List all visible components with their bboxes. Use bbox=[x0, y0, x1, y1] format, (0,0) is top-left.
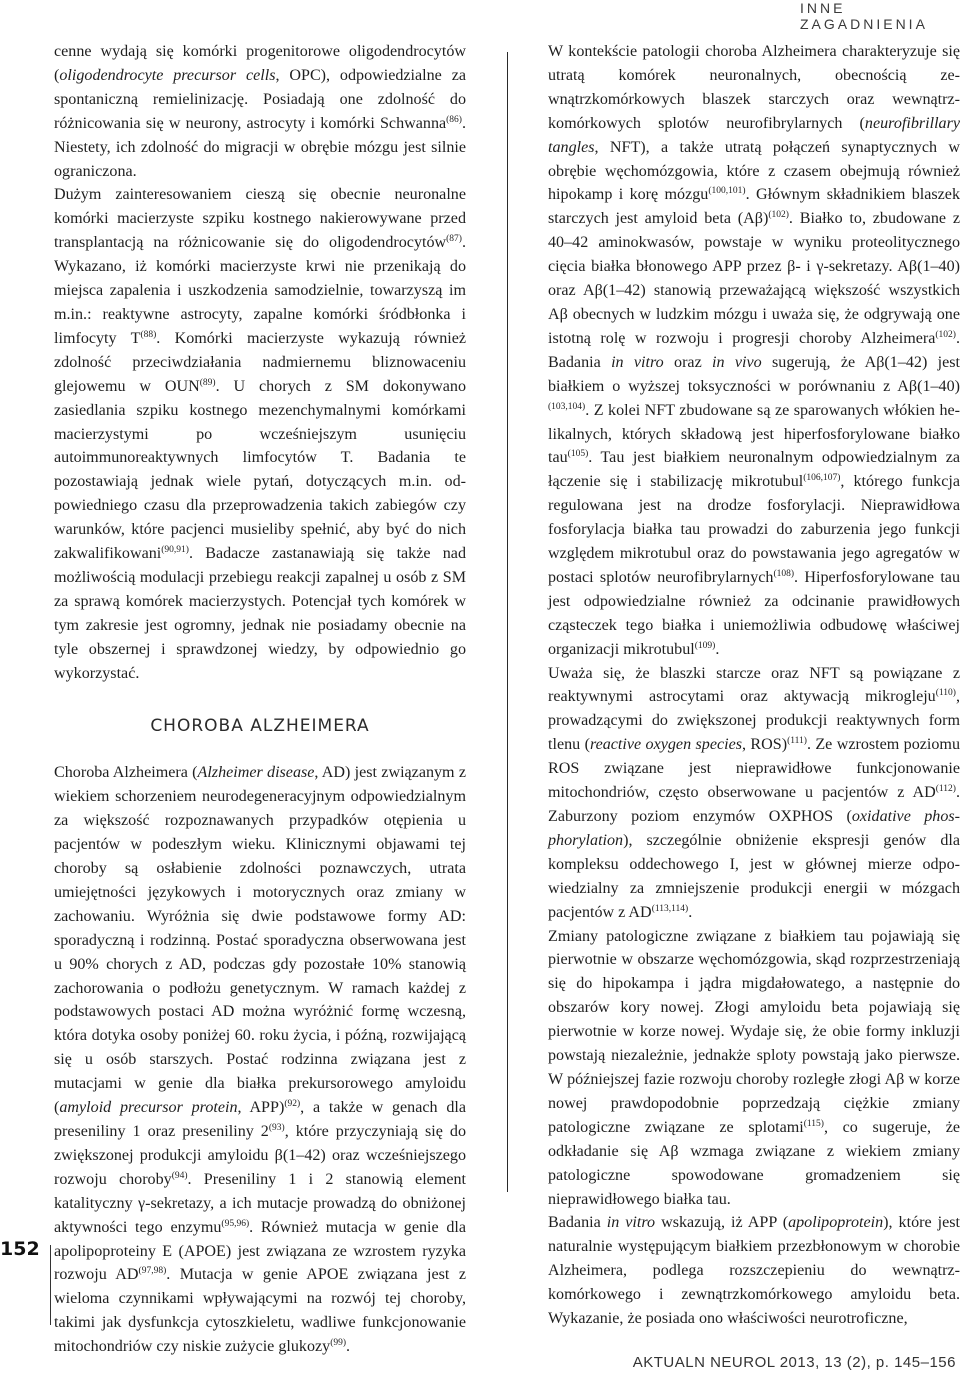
citation-ref: (89) bbox=[199, 377, 216, 388]
text-run: cenne wydają się komórki progenitorowe oligodendrocytów ( bbox=[54, 43, 466, 84]
text-run: , prowadzącymi do zwiększonej produkcji reaktywnych form tlenu ( bbox=[548, 688, 960, 754]
citation-ref: (113,114) bbox=[651, 903, 689, 914]
left-paragraph-2 bbox=[54, 183, 466, 685]
right-paragraph-3 bbox=[548, 925, 960, 1212]
citation-ref: (88) bbox=[140, 329, 157, 340]
citation-ref: (90,91) bbox=[161, 545, 189, 556]
text-run: , OPC), odpowiedzialne za spontaniczną remielinizację. Posiadają one zdolność do różnicowania się w neurony, astrocyty i komórki Schwanna bbox=[54, 66, 466, 132]
text-run: . Komórki macierzyste wykazują również zdolność przeciwdziałania nadmiernemu bliznowaceniu glejowemu w OUN bbox=[54, 329, 467, 395]
citation-ref: (100,101) bbox=[708, 186, 746, 197]
citation-ref: (93) bbox=[268, 1122, 285, 1133]
text-run: ), które jest naturalnie występującym białkiem przezbłonowym w chorobie Alzheimera, podlega rozszczepieniu do wewnątrzkomórkowego i zewnątrzkomórkowego amyloidu beta. Wykazanie, że posiada ono właściwości neurotroficzne, bbox=[548, 1214, 960, 1328]
text-run: , a także w genach dla preseniliny 1 oraz preseniliny 2 bbox=[54, 1099, 466, 1140]
citation-ref: (103,104) bbox=[548, 401, 586, 412]
text-run: . Tau jest białkiem neuronalnym odpowiedzialnym za łączenie się i stabilizację mikrotubul bbox=[548, 449, 960, 491]
text-run: , APP) bbox=[237, 1099, 285, 1117]
italic-term: amyloid precursor protein bbox=[59, 1099, 238, 1117]
left-paragraph-3 bbox=[54, 761, 466, 1359]
citation-ref: (115) bbox=[803, 1118, 824, 1129]
italic-term: in vitro bbox=[606, 1214, 656, 1232]
right-column bbox=[548, 40, 960, 1331]
text-run: ), szczególnie obniżenie ekspresji genów dla kompleksu oddechowego I, jest w głównej mierze odpowiedzialny za zmniejszenie produkcji energii w mózgach pacjentów z AD bbox=[548, 831, 960, 921]
text-run: , którego funkcja regulowana jest na drodze fosforylacji. Nieprawidłowa fosforylacja białka tau prowadzi do zaburzenia jego funkcji względem mikrotubul oraz do powstawania jego agregatów w postaci splotów neurofibrylarnych bbox=[548, 473, 960, 586]
text-run: Uważa się, że blaszki starcze oraz NFT są powiązane z reaktywnymi astrocytami oraz aktywacją mikrogleju bbox=[548, 664, 960, 706]
text-run: Badania bbox=[548, 1214, 607, 1232]
citation-ref: (102) bbox=[935, 329, 956, 340]
text-run: . Mutacja w genie APOE związana jest z wieloma czynnikami wpływającymi na rozwój tej choroby, takimi jak dysfunkcja cytoszkieletu, wadliwe funkcjonowanie mitochondriów czy niskie zużycie glukozy bbox=[54, 1266, 466, 1356]
text-run: . bbox=[688, 903, 693, 921]
running-head bbox=[760, 0, 960, 32]
text-run: Dużym zainteresowaniem cieszą się obecnie neuronalne komórki macierzyste szpiku kostnego nakierowywane przed transplantacją na różnicowanie się do oligodendrocytów bbox=[54, 186, 466, 252]
italic-term: oligodendrocyte precursor cells bbox=[59, 66, 276, 84]
left-paragraph-1 bbox=[54, 40, 466, 183]
text-run: sugerują, że Aβ(1–42) jest białkiem o wyższej toksyczności w porównaniu z Aβ(1–40) bbox=[548, 353, 960, 395]
citation-ref: (99) bbox=[330, 1338, 347, 1349]
text-run: . Głównym składnikiem blaszek starczych jest amyloid beta (Aβ) bbox=[548, 186, 960, 228]
column-divider bbox=[507, 52, 508, 1192]
italic-term: apolipoprotein bbox=[788, 1214, 884, 1232]
text-run: . Badacze zastanawiają się także nad możliwością modulacji przebiegu reakcji zapalnej u osób z SM za sprawą komórek macierzystych. Potencjał tych komórek w tym zakresie jest ogromny, jednak nie posiadamy obecnie na tyle obszernej i sprawdzonej wiedzy, by odpowiednio go wykorzystać. bbox=[54, 545, 466, 682]
text-run: , NFT), a także utratą połączeń synaptycznych w obrębie węchomózgowia, które z czasem obejmują również hipokamp i korę mózgu bbox=[548, 138, 960, 204]
text-run: . bbox=[715, 640, 720, 658]
citation-ref: (86) bbox=[446, 114, 462, 125]
text-run: , ROS) bbox=[741, 736, 788, 754]
citation-ref: (106,107) bbox=[803, 473, 841, 484]
italic-term: Alzheimer disease bbox=[197, 764, 315, 782]
journal-footer: AKTUALN NEUROL 2013, 13 (2), p. 145–156 bbox=[632, 1354, 956, 1371]
italic-term: neurofibrillary tangles bbox=[548, 114, 960, 156]
text-run: . Zaburzony poziom enzymów OXPHOS ( bbox=[548, 784, 960, 825]
right-paragraph-2 bbox=[548, 662, 960, 925]
text-run: wskazują, iż APP ( bbox=[655, 1214, 789, 1232]
left-column bbox=[54, 40, 466, 1359]
running-head-text: INNE ZAGADNIENIA bbox=[800, 0, 928, 32]
text-run: . bbox=[346, 1338, 351, 1356]
section-heading: CHOROBA ALZHEIMERA bbox=[150, 716, 370, 737]
text-run: . Hiperfosforylowane tau jest odpowiedzialne również za odcinanie prawidłowych cząsteczek tego białka i uniemożliwia odbudowę właściwej organizacji mikrotubul bbox=[548, 568, 960, 658]
citation-ref: (87) bbox=[446, 234, 462, 245]
text-run: oraz bbox=[663, 353, 713, 371]
text-run: . Wykazano, iż komórki macierzyste krwi nie przenikają do miejsca zapalenia i uszkodzenia samodzielnie, towarzyszą im m.in.: reaktywne astrocyty, zapalne komórki śródbłonka i limfocyty T bbox=[54, 234, 466, 347]
text-run: . Niestety, ich zdolność do migracji w obrębie mózgu jest silnie ograniczona. bbox=[54, 114, 466, 180]
citation-ref: (110) bbox=[935, 688, 956, 699]
citation-ref: (109) bbox=[694, 640, 716, 651]
italic-term: oxidative phosphorylation bbox=[548, 808, 960, 849]
citation-ref: (108) bbox=[773, 568, 795, 579]
page-number-rule bbox=[50, 1245, 51, 1325]
text-run: . U chorych z SM dokonywano zasiedlania szpiku kostnego mezenchymalnymi komórkami macierzystymi po wcześniejszym usunięciu autoimmunoreaktywnych limfocytów T. Badania te pozostawiają jednak wiele pytań, dotyczących m.in. odpowiedniego czasu dla przeprowadzenia takich zabiegów czy warunków, które pacjenci musieliby spełnić, aby być do nich zakwalifikowani bbox=[54, 377, 467, 563]
citation-ref: (92) bbox=[284, 1099, 301, 1110]
text-run: . Badania bbox=[548, 329, 960, 371]
citation-ref: (111) bbox=[787, 736, 807, 747]
text-run: . Białko to, zbudowane z 40–42 aminokwasów, powstaje w wyniku proteolitycznego cięcia białka błonowego APP przez β- i γ-sekretazy. Aβ(1–40) oraz Aβ(1–42) stanowią przeważającą większość wszystkich Aβ obecnych w ludzkim mózgu i uważa się, że odgrywają one istotną rolę w rozwoju i progresji choroby Alzheimera bbox=[548, 210, 960, 347]
text-run: Choroba Alzheimera ( bbox=[54, 764, 198, 782]
right-paragraph-4 bbox=[548, 1211, 960, 1331]
text-run: . Z kolei NFT zbudowane są ze sparowanych włókien helikalnych, których składową jest hiperfosforylowane białko tau bbox=[548, 401, 960, 467]
italic-term: in vivo bbox=[712, 353, 762, 371]
text-run: , co sugeruje, że odkładanie się Aβ wzmaga związane z wiekiem zmiany patologiczne spowodowane gromadzeniem się nieprawidłowego białka tau. bbox=[548, 1118, 960, 1208]
text-run: . Również mutacja w genie dla apolipoproteiny E (APOE) jest związana ze wzrostem ryzyka rozwoju AD bbox=[54, 1218, 467, 1284]
page-number bbox=[0, 1200, 40, 1260]
right-paragraph-1 bbox=[548, 40, 960, 662]
citation-ref: (102) bbox=[768, 210, 789, 221]
citation-ref: (105) bbox=[567, 449, 589, 460]
citation-ref: (112) bbox=[935, 784, 956, 795]
italic-term: reactive oxygen species bbox=[589, 736, 742, 754]
text-run: , AD) jest związanym z wiekiem schorzeniem neurodegeneracyjnym odpowiedzialnym za większość rozpoznawanych przypadków otępienia u pacjentów w podeszłym wieku. Klinicznymi objawami tej choroby są osłabienie zdolności poznawczych, utrata umiejętności językowych i motorycznych oraz zmiany w zachowaniu. Wyróżnia się dwie podstawowe formy AD: sporadyczną i rodzinną. Postać sporadyczna obserwowana jest u 90% chorych z AD, podczas gdy pozostałe 10% stanowią zachorowania o podłożu genetycznym. W ramach każdej z podstawowych postaci AD można wyróżnić formę wczesną, która dotyka osoby poniżej 60. roku życia, i późną, rozwijającą się u osób starszych. Postać rodzinna związana jest z mutacjami w genie dla białka prekursorowego amyloidu ( bbox=[54, 764, 466, 1117]
text-run: . Ze wzrostem poziomu ROS związane jest nieprawidłowe funkcjonowanie mitochondriów, często obserwowane u pacjentów z AD bbox=[548, 736, 960, 802]
text-run: . Preseniliny 1 i 2 stanowią element katalityczny γ-sekretazy, a ich mutacje prowadzą do obniżonej aktywności tego enzymu bbox=[54, 1170, 466, 1236]
citation-ref: (97,98) bbox=[138, 1266, 167, 1277]
italic-term: in vitro bbox=[611, 353, 664, 371]
text-run: W kontekście patologii choroba Alzheimera charakteryzuje się utratą komórek neuronalnych, obecnością zewnątrzkomórkowych blaszek starczych oraz wewnątrzkomórkowych splotów neurofibrylarnych ( bbox=[548, 43, 960, 132]
text-run: Zmiany patologiczne związane z białkiem tau pojawiają się pierwotnie w obszarze węchomózgowia, skąd rozprzestrzeniają się do hipokampa i jądra migdałowatego, a następnie do obszarów kory nowej. Złogi amyloidu beta pojawiają się pierwotnie w korze nowej. Wydaje się, że obie formy inkluzji powstają niezależnie, jednakże sploty powstają jako pierwsze. W późniejszej fazie rozwoju choroby rozległe złogi Aβ w korze nowej prawdopodobnie poprzedzają ciężkie zmiany patologiczne związane ze splotami bbox=[548, 927, 960, 1136]
text-run: , które przyczyniają się do zwiększonej produkcji amyloidu β(1–42) oraz wcześniejszego rozwoju choroby bbox=[54, 1122, 466, 1188]
citation-ref: (95,96) bbox=[221, 1218, 250, 1229]
page-number-text: 152 bbox=[0, 1238, 40, 1260]
citation-ref: (94) bbox=[171, 1170, 188, 1181]
